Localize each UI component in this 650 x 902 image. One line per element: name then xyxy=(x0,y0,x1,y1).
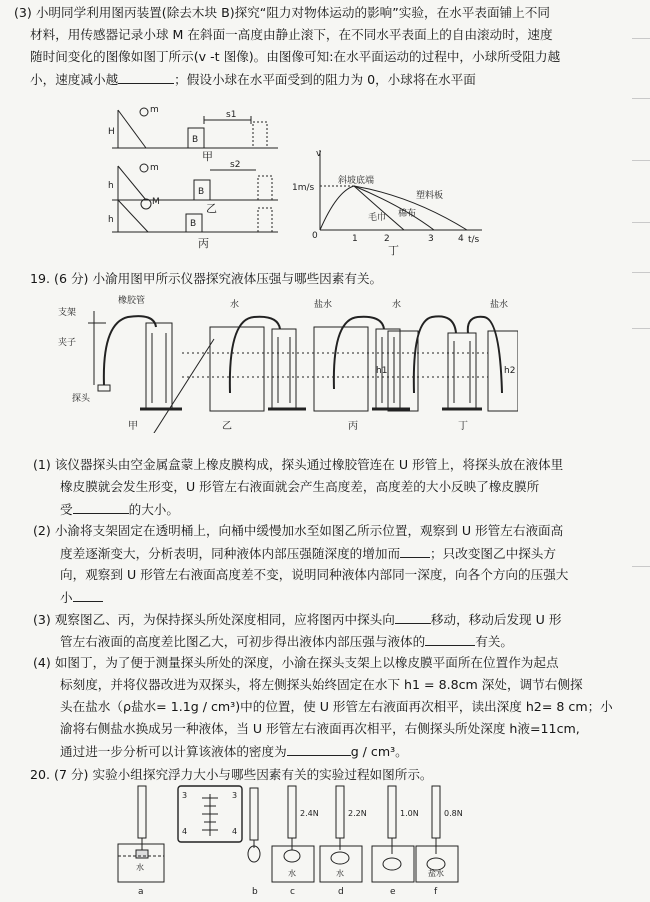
margin-mark xyxy=(632,222,650,223)
q19-answer-blank-1[interactable] xyxy=(73,501,129,514)
liquid-label-d: 水 xyxy=(336,869,344,878)
fig-label-a: a xyxy=(138,887,144,896)
fig-yi-beaker xyxy=(210,327,264,411)
reading-e: 1.0N xyxy=(400,809,419,818)
q19-p3-line1-text-a: (3) 观察图乙、丙，为保持探头所处深度相同，应将图丙中探头向 xyxy=(33,612,395,627)
reading-d: 2.2N xyxy=(348,809,367,818)
svg-text:s2: s2 xyxy=(230,160,241,170)
q19-p2-line2 xyxy=(60,545,556,562)
q19-answer-blank-6[interactable] xyxy=(287,743,351,756)
margin-mark xyxy=(632,160,650,161)
fig-label-b: b xyxy=(252,887,258,896)
q19-p4-line5-text-a: 通过进一步分析可以计算该液体的密度为 xyxy=(60,744,287,759)
q19-p3-line1-text-b: 移动，移动后发现 U 形 xyxy=(430,612,562,627)
svg-text:s1: s1 xyxy=(226,110,237,120)
margin-mark xyxy=(632,328,650,329)
vt-curve-towel xyxy=(354,186,404,230)
q19-answer-blank-4[interactable] xyxy=(395,611,431,624)
fig-label-bing: 丙 xyxy=(198,237,209,250)
scale-mark-right-3: 3 xyxy=(232,791,238,800)
svg-text:B: B xyxy=(190,219,197,229)
q19-p1-line1: (1) 该仪器探头由空金属盒蒙上橡皮膜构成，探头通过橡胶管连在 U 形管上，将探头放在液体里 xyxy=(33,457,564,472)
q19-fig-label-yi: 乙 xyxy=(222,421,232,432)
q3-line4-text-a: 小，速度减小越 xyxy=(30,72,119,87)
margin-mark xyxy=(632,38,650,39)
reading-f: 0.8N xyxy=(444,809,463,818)
liquid-label-f: 盐水 xyxy=(428,869,444,878)
q3-vt-graph xyxy=(292,146,492,256)
q19-answer-blank-3[interactable] xyxy=(73,589,103,602)
svg-text:h: h xyxy=(108,215,114,225)
svg-text:h: h xyxy=(108,181,114,191)
vt-x-label: t/s xyxy=(468,235,480,245)
vt-y-label: v xyxy=(316,149,322,159)
fig-label-yi: 乙 xyxy=(206,202,217,215)
q3-line3: 随时间变化的图像如图丁所示(v -t 图像)。由图像可知:在水平面运动的过程中，小球所受阻力越 xyxy=(30,49,561,64)
fig-label-e: e xyxy=(390,887,396,896)
vt-label-plastic: 塑料板 xyxy=(416,191,444,201)
q19-p1-line3-text-b: 的大小。 xyxy=(128,502,179,517)
svg-text:B: B xyxy=(198,187,205,197)
q19-p1-line3 xyxy=(60,501,179,518)
q19-p4-line4: 渝将右侧盐水换成另一种液体，当 U 形管左右液面再次相平，右侧探头所处深度 h液=11cm, xyxy=(60,721,580,736)
q19-p3-line2 xyxy=(60,633,513,650)
q19-p2-line4-text: 小 xyxy=(60,590,73,605)
fig-label-h2: h2 xyxy=(504,366,516,376)
fig-label-rubber-tube: 橡胶管 xyxy=(118,296,146,306)
q3-apparatus-figures xyxy=(108,100,290,250)
q19-fig-label-bing: 丙 xyxy=(348,421,358,432)
fig-label-clip: 夹子 xyxy=(58,338,77,348)
fig-label-ding: 丁 xyxy=(388,244,399,256)
q19-p4-line5 xyxy=(60,743,408,760)
scale-mark-right-4: 4 xyxy=(232,827,238,836)
fig-label-d: d xyxy=(338,887,344,896)
svg-text:H: H xyxy=(108,127,115,137)
margin-mark xyxy=(632,98,650,99)
q19-p1-line2: 橡皮膜就会发生形变，U 形管左右液面就会产生高度差，高度差的大小反映了橡皮膜所 xyxy=(60,479,540,494)
q19-fig-label-ding: 丁 xyxy=(458,421,468,432)
liquid-label-a: 水 xyxy=(136,863,144,872)
vt-label-slope-bottom: 斜坡底端 xyxy=(338,176,375,186)
q19-p4-line1: (4) 如图丁，为了便于测量探头所处的深度，小渝在探头支架上以橡皮膜平面所在位置作为起点 xyxy=(33,655,559,670)
q3-line4-text-b: ；假设小球在水平面受到的阻力为 0，小球将在水平面 xyxy=(174,72,476,87)
svg-text:m: m xyxy=(150,105,159,115)
vt-tick-2: 2 xyxy=(384,234,390,244)
vt-origin: 0 xyxy=(312,231,318,241)
vt-v0-label: 1m/s xyxy=(292,183,315,193)
scale-mark-left-3: 3 xyxy=(182,791,188,800)
q19-p4-line2: 标刻度，并将仪器改进为双探头，将左侧探头始终固定在水下 h1 = 8.8cm 深处，调节右侧探 xyxy=(60,677,583,692)
vt-label-towel: 毛巾 xyxy=(368,213,387,223)
q19-p3-line2-text-a: 管左右液面的高度差比图乙大，可初步得出液体内部压强与液体的 xyxy=(60,634,426,649)
liquid-label-c: 水 xyxy=(288,869,296,878)
q19-p4-line3: 头在盐水（ρ盐水= 1.1g / cm³)中的位置，使 U 形管左右液面再次相平，读出深度 h2= 8 cm；小 xyxy=(60,699,613,714)
fig-label-h1: h1 xyxy=(376,366,388,376)
reading-c: 2.4N xyxy=(300,809,319,818)
q19-apparatus-figures xyxy=(58,293,518,433)
q3-answer-blank-1[interactable] xyxy=(118,71,174,84)
q19-p1-line3-text-a: 受 xyxy=(60,502,73,517)
q20-header: 20. (7 分) 实验小组探究浮力大小与哪些因素有关的实验过程如图所示。 xyxy=(30,767,433,782)
vt-tick-4: 4 xyxy=(458,234,464,244)
fig-label-brine-1: 盐水 xyxy=(314,300,333,310)
margin-mark xyxy=(632,272,650,273)
q19-p3-line1 xyxy=(33,611,561,628)
q19-header: 19. (6 分) 小渝用图甲所示仪器探究液体压强与哪些因素有关。 xyxy=(30,271,383,286)
vt-curve-plastic xyxy=(320,186,467,230)
vt-tick-1: 1 xyxy=(352,234,358,244)
fig-jia-rubber-tube xyxy=(104,316,156,385)
q19-p2-line1: (2) 小渝将支架固定在透明桶上，向桶中缓慢加水至如图乙所示位置，观察到 U 形管左右液面高 xyxy=(33,523,564,538)
scale-mark-left-4: 4 xyxy=(182,827,188,836)
q19-p3-line2-text-b: 有关。 xyxy=(475,634,513,649)
margin-mark xyxy=(632,566,650,567)
q3-line4 xyxy=(30,71,476,88)
fig-label-water-1: 水 xyxy=(230,300,240,310)
fig-label-support: 支架 xyxy=(58,308,77,318)
q19-p2-line3: 向，观察到 U 形管左右液面高度差不变，说明同种液体内部同一深度，向各个方向的压强大 xyxy=(60,567,569,582)
q19-fig-label-jia: 甲 xyxy=(128,421,138,432)
svg-text:M: M xyxy=(152,197,160,207)
fig-label-c: c xyxy=(290,887,295,896)
q19-p2-line2-text-a: 度差逐渐变大，分析表明，同种液体内部压强随深度的增加而 xyxy=(60,546,401,561)
q19-p2-line4 xyxy=(60,589,103,606)
q3-line2: 材料，用传感器记录小球 M 在斜面一高度由静止滚下，在不同水平表面上的自由滚动时，速度 xyxy=(30,27,553,42)
fig-label-f: f xyxy=(434,887,438,896)
fig-jia-u-tube xyxy=(146,323,172,409)
q19-answer-blank-5[interactable] xyxy=(425,633,475,646)
fig-label-probe: 探头 xyxy=(72,394,91,404)
q20-buoyancy-figures xyxy=(112,784,472,896)
fig-label-water-2: 水 xyxy=(392,300,402,310)
q19-p2-line2-text-b: ；只改变图乙中探头方 xyxy=(430,546,556,561)
svg-text:m: m xyxy=(150,163,159,173)
fig-label-brine-2: 盐水 xyxy=(490,300,509,310)
q3-line1: (3) 小明同学利用图丙装置(除去木块 B)探究“阻力对物体运动的影响”实验，在水平表面铺上不同 xyxy=(14,5,550,20)
vt-label-cotton: 棉布 xyxy=(398,209,417,219)
q19-p4-line5-text-b: g / cm³。 xyxy=(350,744,408,759)
svg-text:B: B xyxy=(192,135,199,145)
fig-label-jia: 甲 xyxy=(202,150,213,163)
q19-answer-blank-2[interactable] xyxy=(400,545,430,558)
vt-tick-3: 3 xyxy=(428,234,434,244)
